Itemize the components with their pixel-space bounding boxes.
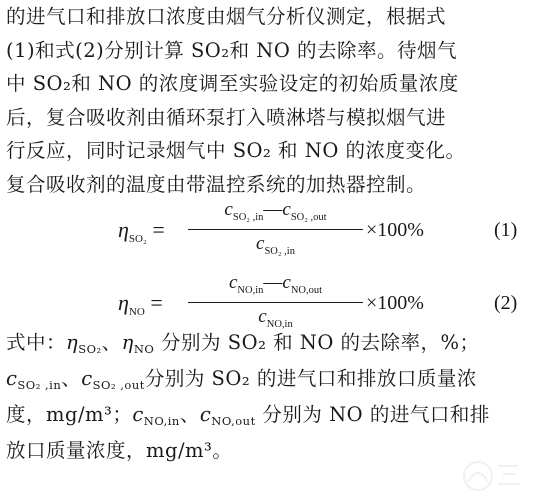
- eta-symbol: η: [118, 290, 129, 315]
- text-line: [6, 326, 542, 362]
- text: 度，mg/m³；: [6, 403, 133, 426]
- equation-1: [0, 195, 550, 265]
- c-subscript: NO,in: [266, 319, 293, 330]
- denominator: [188, 233, 363, 255]
- c-symbol: c: [228, 272, 238, 293]
- text-line: (1)和式(2)分别计算 SO₂和 NO 的去除率。待烟气: [6, 38, 458, 62]
- text-line: 后，复合吸收剂由循环泵打入喷淋塔与模拟烟气进: [6, 105, 447, 129]
- c-subscript: SO₂ ,out: [290, 212, 327, 223]
- eta-subscript: SO₂: [128, 233, 147, 245]
- paragraph-definitions: [6, 326, 542, 467]
- eta-symbol: η: [66, 331, 79, 354]
- c-subscript: SO₂ ,in: [232, 212, 264, 223]
- c-symbol: c: [256, 233, 265, 254]
- c-symbol: c: [282, 272, 291, 293]
- paragraph-intro: [6, 0, 542, 201]
- c-subscript: NO,out: [290, 285, 323, 296]
- numerator: [188, 272, 363, 294]
- text-line: 行反应，同时记录烟气中 SO₂ 和 NO 的浓度变化。: [6, 139, 466, 162]
- text-line: 的进气口和排放口浓度由烟气分析仪测定，根据式: [6, 5, 447, 28]
- c-subscript: SO₂ ,out: [92, 378, 145, 392]
- separator: 、: [179, 403, 200, 426]
- c-symbol: c: [282, 199, 291, 220]
- separator: 、: [101, 331, 122, 354]
- text-line: 中 SO₂和 NO 的浓度调至实验设定的初始质量浓度: [6, 72, 459, 95]
- text: 分别为 SO₂ 的进气口和排放口质量浓: [144, 367, 477, 390]
- minus-sign: —: [263, 199, 283, 220]
- fraction: [188, 199, 363, 259]
- times-100-percent: ×100%: [366, 292, 424, 314]
- c-subscript: NO,out: [211, 414, 256, 428]
- c-symbol: c: [258, 306, 267, 327]
- eta-subscript: SO₂: [78, 342, 102, 356]
- times-100-percent: ×100%: [366, 219, 424, 241]
- equation-number: (1): [494, 219, 518, 241]
- c-symbol: c: [199, 403, 212, 426]
- numerator: [188, 199, 363, 221]
- fraction-bar: [188, 302, 363, 303]
- c-subscript: SO₂ ,in: [264, 246, 295, 257]
- minus-sign: —: [263, 272, 283, 293]
- text: 分别为 NO 的进气口和排: [255, 403, 490, 426]
- text: 分别为 SO₂ 和 NO 的去除率，%；: [154, 331, 480, 354]
- equation-lhs: [118, 217, 165, 243]
- denominator: [188, 306, 363, 328]
- eta-symbol: η: [121, 331, 134, 354]
- c-symbol: c: [81, 367, 93, 390]
- fraction-bar: [188, 229, 363, 230]
- eta-subscript: NO: [128, 306, 145, 318]
- watermark-logo: [458, 456, 528, 496]
- eta-symbol: η: [118, 217, 129, 242]
- text-line: 复合吸收剂的温度由带温控系统的加热器控制。: [6, 172, 427, 196]
- text-line: [6, 398, 542, 434]
- equation-lhs: [118, 290, 163, 316]
- c-subscript: SO₂ ,in: [17, 378, 62, 392]
- c-subscript: NO,in: [237, 285, 264, 296]
- fraction: [188, 272, 363, 332]
- equals-sign: =: [150, 290, 163, 315]
- c-symbol: c: [6, 367, 18, 390]
- eta-subscript: NO: [133, 342, 155, 356]
- c-subscript: NO,in: [143, 414, 180, 428]
- text-line: [6, 362, 542, 398]
- text: 式中：: [6, 331, 67, 354]
- c-symbol: c: [132, 403, 144, 426]
- text-line: 放口质量浓度，mg/m³。: [6, 439, 233, 462]
- c-symbol: c: [224, 199, 233, 220]
- equation-number: (2): [494, 292, 518, 314]
- equals-sign: =: [152, 217, 165, 242]
- separator: 、: [61, 367, 82, 390]
